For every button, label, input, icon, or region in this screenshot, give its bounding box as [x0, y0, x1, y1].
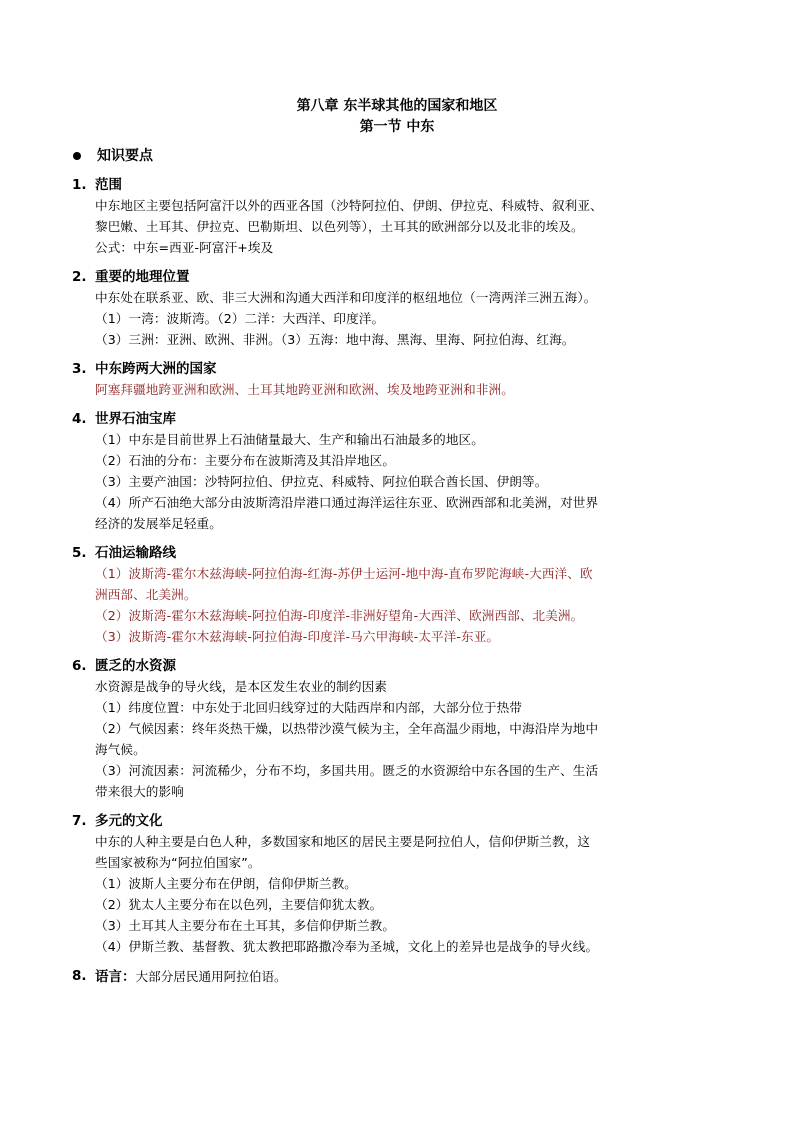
text-line: 海气候。 [95, 742, 146, 757]
section-heading [0, 812, 794, 831]
section-number: 5. [72, 545, 87, 561]
section-3 [0, 360, 794, 400]
section-1 [0, 176, 794, 258]
text-line: （3）三洲：亚洲、欧洲、非洲。（3）五海：地中海、黑海、里海、阿拉伯海、红海。 [95, 332, 575, 347]
knowledge-heading-label: 知识要点 [97, 148, 153, 164]
text-line: （2）波斯湾-霍尔木兹海峡-阿拉伯海-印度洋-非洲好望角-大西洋、欧洲西部、北美洲。 [95, 608, 584, 623]
section-heading [0, 268, 794, 287]
content-area [0, 176, 794, 996]
section-title-text: 重要的地理位置 [95, 269, 190, 285]
text-line: 水资源是战争的导火线，是本区发生农业的制约因素 [95, 679, 387, 694]
section-number: 6. [72, 658, 87, 674]
section-2 [0, 268, 794, 350]
section-title-text: 世界石油宝库 [95, 411, 176, 427]
text-line: （1）波斯湾-霍尔木兹海峡-阿拉伯海-红海-苏伊士运河-地中海-直布罗陀海峡-大西洋、欧 [95, 566, 593, 581]
text-line: 黎巴嫩、土耳其、伊拉克、巴勒斯坦、以色列等），土耳其的欧洲部分以及北非的埃及。 [95, 219, 584, 234]
section-number: 2. [72, 269, 87, 285]
section-heading [0, 410, 794, 429]
text-line: （3）土耳其人主要分布在土耳其，多信仰伊斯兰教。 [95, 918, 396, 933]
language-text: 大部分居民通用阿拉伯语。 [135, 969, 287, 984]
section-title-text: 多元的文化 [95, 813, 163, 829]
section-number: 7. [72, 813, 87, 829]
text-line: （1）纬度位置：中东处于北回归线穿过的大陆西岸和内部，大部分位于热带 [95, 700, 523, 715]
section-number: 8. [72, 968, 87, 984]
text-line: （2）石油的分布：主要分布在波斯湾及其沿岸地区。 [95, 453, 396, 468]
section-heading [0, 360, 794, 379]
section-8 [0, 967, 794, 986]
language-label: 语言： [95, 969, 136, 985]
knowledge-heading [73, 147, 153, 165]
section-title-text: 范围 [95, 177, 122, 193]
text-line: 中东的人种主要是白色人种，多数国家和地区的居民主要是阿拉伯人，信仰伊斯兰教，这 [95, 834, 591, 849]
section-5 [0, 544, 794, 647]
text-line: 些国家被称为“阿拉伯国家”。 [95, 855, 261, 870]
section-title: 第一节 中东 [359, 119, 435, 135]
text-line: 带来很大的影响 [95, 784, 184, 799]
text-line: 中东地区主要包括阿富汗以外的西亚各国（沙特阿拉伯、伊朗、伊拉克、科威特、叙利亚、 [95, 198, 603, 213]
section-number: 4. [72, 411, 87, 427]
section-heading [0, 544, 794, 563]
section-number: 3. [72, 361, 87, 377]
text-line: （4）伊斯兰教、基督教、犹太教把耶路撒冷奉为圣城，文化上的差异也是战争的导火线。 [95, 939, 599, 954]
text-line: （1）一湾：波斯湾。（2）二洋：大西洋、印度洋。 [95, 311, 385, 326]
text-line: （4）所产石油绝大部分由波斯湾沿岸港口通过海洋运往东亚、欧洲西部和北美洲，对世界 [95, 495, 599, 510]
text-line: （3）主要产油国：沙特阿拉伯、伊拉克、科威特、阿拉伯联合酋长国、伊朗等。 [95, 474, 548, 489]
chapter-title: 第八章 东半球其他的国家和地区 [296, 98, 498, 114]
text-line: （2）气候因素：终年炎热干燥，以热带沙漠气候为主，全年高温少雨地，中海沿岸为地中 [95, 721, 599, 736]
text-line: 阿塞拜疆地跨亚洲和欧洲、土耳其地跨亚洲和欧洲、埃及地跨亚洲和非洲。 [95, 382, 514, 397]
text-line: 公式：中东=西亚-阿富汗+埃及 [95, 240, 274, 255]
text-line: （1）中东是目前世界上石油储量最大、生产和输出石油最多的地区。 [95, 432, 484, 447]
text-line: （1）波斯人主要分布在伊朗，信仰伊斯兰教。 [95, 876, 357, 891]
text-line: 中东处在联系亚、欧、非三大洲和沟通大西洋和印度洋的枢纽地位（一湾两洋三洲五海）。 [95, 290, 597, 305]
section-heading [0, 176, 794, 195]
text-line: （3）波斯湾-霍尔木兹海峡-阿拉伯海-印度洋-马六甲海峡-太平洋-东亚。 [95, 629, 500, 644]
section-heading [0, 657, 794, 676]
section-title-text: 石油运输路线 [95, 545, 176, 561]
section-number: 1. [72, 177, 87, 193]
section-4 [0, 410, 794, 534]
text-line: （3）河流因素：河流稀少，分布不均，多国共用。匮乏的水资源给中东各国的生产、生活 [95, 763, 599, 778]
section-title-text: 匮乏的水资源 [95, 658, 176, 674]
bullet-icon [73, 152, 81, 160]
section-heading [0, 967, 794, 986]
section-6 [0, 657, 794, 802]
text-line: （2）犹太人主要分布在以色列，主要信仰犹太教。 [95, 897, 383, 912]
section-7 [0, 812, 794, 957]
text-line: 经济的发展举足轻重。 [95, 516, 222, 531]
text-line: 洲西部、北美洲。 [95, 587, 197, 602]
section-title-text: 中东跨两大洲的国家 [95, 361, 217, 377]
